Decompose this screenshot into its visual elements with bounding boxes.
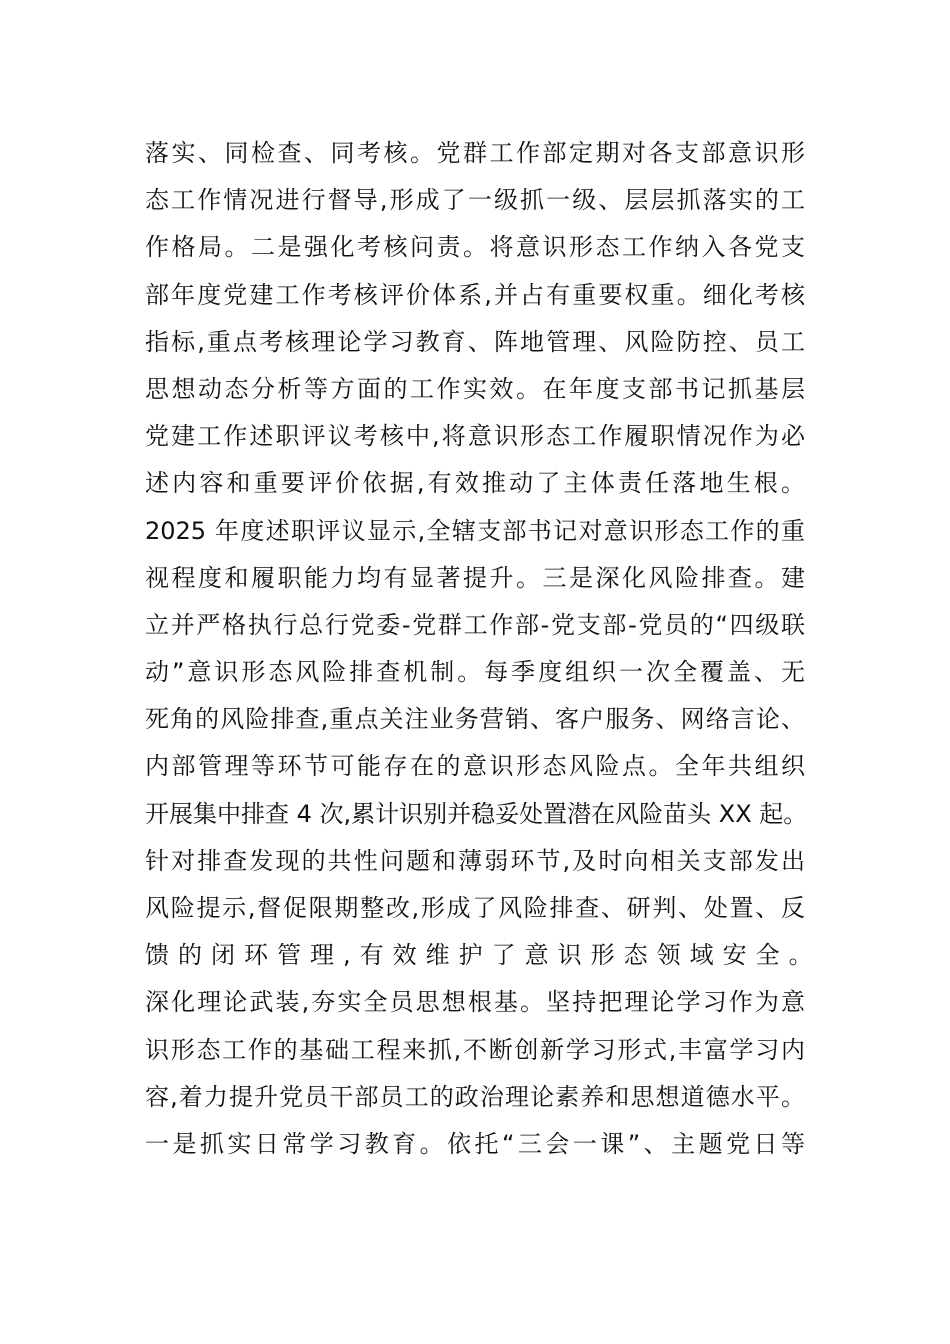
text-line: 视程度和履职能力均有显著提升。三是深化风险排查。建 [145,563,805,592]
text-line: 针对排查发现的共性问题和薄弱环节,及时向相关支部发出 [145,846,805,875]
document-body [145,133,822,1171]
text-line: 部年度党建工作考核评价体系,并占有重要权重。细化考核 [145,280,805,309]
text-line: 死角的风险排查,重点关注业务营销、客户服务、网络言论、 [145,705,805,734]
text-line: 落实、同检查、同考核。党群工作部定期对各支部意识形 [145,139,805,167]
text-line: 开展集中排查 4 次,累计识别并稳妥处置潜在风险苗头 XX 起。 [145,799,808,828]
text-line: 立并严格执行总行党委-党群工作部-党支部-党员的“四级联 [145,610,805,639]
text-line: 述内容和重要评价依据,有效推动了主体责任落地生根。 [145,469,805,498]
text-line: 识形态工作的基础工程来抓,不断创新学习形式,丰富学习内 [145,1035,805,1064]
text-line: 动”意识形态风险排查机制。每季度组织一次全覆盖、无 [145,658,805,687]
text-line: 作格局。二是强化考核问责。将意识形态工作纳入各党支 [145,233,805,262]
text-line: 指标,重点考核理论学习教育、阵地管理、风险防控、员工 [145,327,805,356]
text-line: 风险提示,督促限期整改,形成了风险排查、研判、处置、反 [145,894,805,922]
section-heading-line: 深化理论武装,夯实全员思想根基。坚持把理论学习作为意 [145,988,805,1017]
text-line: 态工作情况进行督导,形成了一级抓一级、层层抓落实的工 [145,186,805,215]
text-line: 思想动态分析等方面的工作实效。在年度支部书记抓基层 [145,374,805,403]
text-line: 一是抓实日常学习教育。依托“三会一课”、主题党日等 [145,1129,805,1158]
text-line: 2025 年度述职评议显示,全辖支部书记对意识形态工作的重 [145,516,805,545]
text-line: 党建工作述职评议考核中,将意识形态工作履职情况作为必 [145,422,805,451]
text-line: 容,着力提升党员干部员工的政治理论素养和思想道德水平。 [145,1082,805,1111]
paragraph-end-line: 馈的闭环管理,有效维护了意识形态领域安全。 [145,941,822,970]
text-line: 内部管理等环节可能存在的意识形态风险点。全年共组织 [145,752,805,781]
